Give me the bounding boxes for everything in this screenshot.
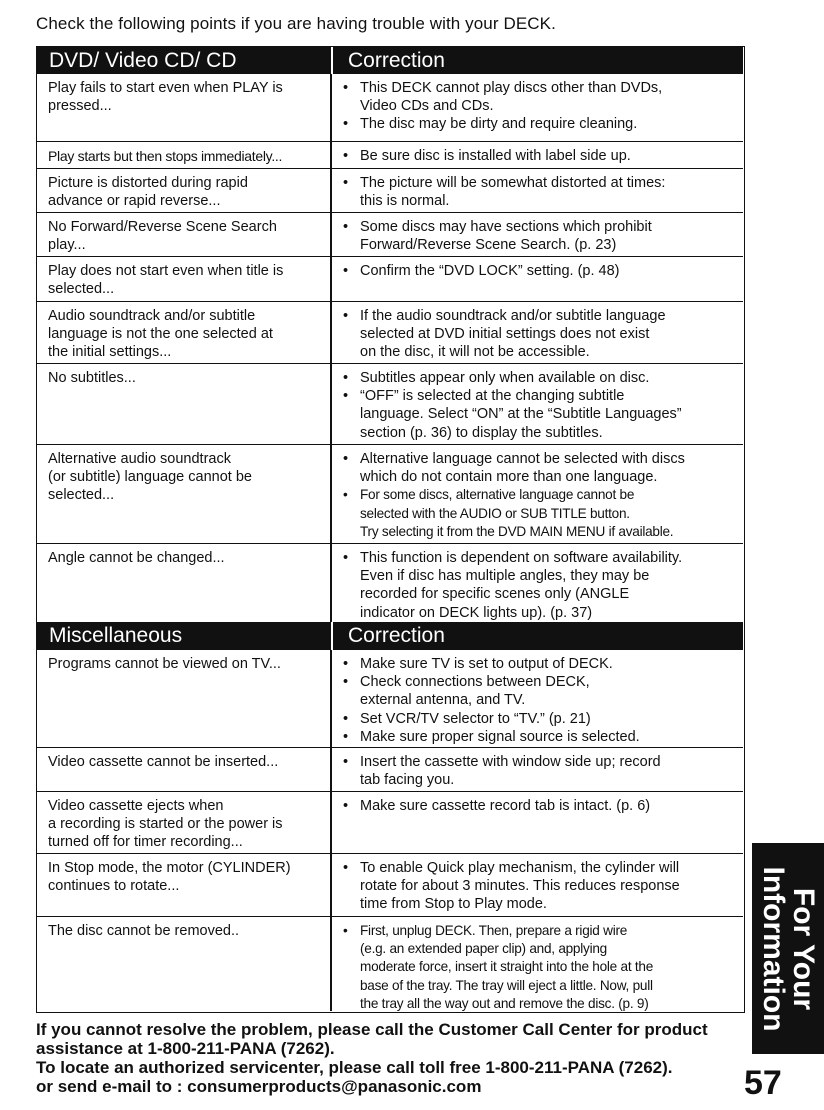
footer-line: To locate an authorized servicenter, please call toll free 1-800-211-PANA (7262). [36,1058,673,1077]
correction-list [340,797,740,815]
problem-text: Audio soundtrack and/or subtitle language is not the one selected at the initial settings... [48,308,273,361]
correction-item: • Alternative language cannot be selected with discs which do not contain more than one language. [340,450,740,486]
correction-item: • The disc may be dirty and require cleaning. [340,115,740,133]
section-side-tab [752,843,824,1054]
misc-correction-header: Correction [348,624,445,647]
misc-rows [37,650,743,1011]
problem-text: Alternative audio soundtrack (or subtitle) language cannot be selected... [48,451,252,504]
footer-line: If you cannot resolve the problem, please call the Customer Call Center for product [36,1020,708,1039]
table-row [37,168,743,212]
problem-text: No Forward/Reverse Scene Search play... [48,219,277,254]
table-row [37,853,743,916]
page-number: 57 [744,1064,782,1102]
table-row [37,543,743,622]
problem-text: No subtitles... [48,370,136,386]
dvd-section-header [37,47,743,74]
table-row [37,74,743,141]
table-row [37,650,743,747]
problem-text: The disc cannot be removed.. [48,923,240,939]
correction-item: • Set VCR/TV selector to “TV.” (p. 21) [340,710,740,728]
problem-text: Play does not start even when title is selected... [48,263,284,298]
customer-service-footer [36,1020,756,1096]
correction-item: • “OFF” is selected at the changing subtitle language. Select “ON” at the “Subtitle Languages” section (p. 36) to display the subtitles. [340,387,740,442]
dvd-header-label: DVD/ Video CD/ CD [49,49,237,72]
correction-item: • To enable Quick play mechanism, the cylinder will rotate for about 3 minutes. This reduces response time from Stop to Play mode. [340,859,740,914]
correction-item: • Insert the cassette with window side up; record tab facing you. [340,753,740,789]
correction-item: • Be sure disc is installed with label side up. [340,147,740,165]
correction-list [340,450,740,541]
correction-item: • If the audio soundtrack and/or subtitle language selected at DVD initial settings does not exist on the disc, it will not be accessible. [340,307,740,362]
table-row [37,791,743,853]
correction-item: • This function is dependent on software availability. Even if disc has multiple angles, they may be recorded for specific scenes only (ANGLE indicator on DECK lights up). (p. 37) [340,549,740,622]
problem-text: Programs cannot be viewed on TV... [48,656,281,672]
correction-list [340,549,740,622]
correction-list [340,307,740,362]
correction-list [340,655,740,746]
correction-list [340,174,740,210]
table-row [37,363,743,444]
correction-list [340,922,740,1013]
table-row [37,747,743,791]
correction-item: • Make sure proper signal source is selected. [340,728,740,746]
correction-list [340,369,740,442]
correction-item: • Make sure cassette record tab is intact. (p. 6) [340,797,740,815]
table-row [37,444,743,543]
dvd-correction-header: Correction [348,49,445,72]
side-tab-label: For Your Information [757,866,820,1031]
table-row [37,212,743,256]
correction-list [340,753,740,789]
intro-text: Check the following points if you are having trouble with your DECK. [36,14,556,33]
problem-text: Video cassette cannot be inserted... [48,754,279,770]
correction-item: • This DECK cannot play discs other than DVDs, Video CDs and CDs. [340,79,740,115]
correction-item: • Make sure TV is set to output of DECK. [340,655,740,673]
problem-text: Picture is distorted during rapid advance or rapid reverse... [48,175,248,210]
correction-list [340,218,740,254]
correction-item: • For some discs, alternative language cannot be selected with the AUDIO or SUB TITLE button. Try selecting it from the DVD MAIN MENU if available. [340,486,740,541]
table-row [37,256,743,301]
footer-line: or send e-mail to : consumerproducts@panasonic.com [36,1077,482,1096]
misc-section-header [37,622,743,650]
problem-text: Play fails to start even when PLAY is pressed... [48,80,283,115]
correction-item: • Check connections between DECK, external antenna, and TV. [340,673,740,709]
table-row [37,916,743,1011]
problem-text: Play starts but then stops immediately... [48,148,283,164]
correction-item: • Confirm the “DVD LOCK” setting. (p. 48) [340,262,740,280]
correction-item: • Some discs may have sections which prohibit Forward/Reverse Scene Search. (p. 23) [340,218,740,254]
correction-list [340,262,740,280]
correction-item: • Subtitles appear only when available on disc. [340,369,740,387]
problem-text: Video cassette ejects when a recording is started or the power is turned off for timer recording... [48,798,283,851]
table-row [37,301,743,363]
table-row [37,141,743,168]
correction-item: • First, unplug DECK. Then, prepare a rigid wire (e.g. an extended paper clip) and, applying moderate force, insert it straight into the hole at the base of the tray. The tray will eject a little. Now, pull the tray all the way out and remove the disc. (p. 9) [340,922,740,1013]
correction-list [340,859,740,914]
problem-text: Angle cannot be changed... [48,550,225,566]
footer-line: assistance at 1-800-211-PANA (7262). [36,1039,335,1058]
troubleshooting-table [36,46,745,1013]
correction-list [340,147,740,165]
correction-list [340,79,740,134]
problem-text: In Stop mode, the motor (CYLINDER) continues to rotate... [48,860,291,895]
correction-item: • The picture will be somewhat distorted at times: this is normal. [340,174,740,210]
misc-header-label: Miscellaneous [49,624,183,647]
dvd-rows [37,74,743,622]
